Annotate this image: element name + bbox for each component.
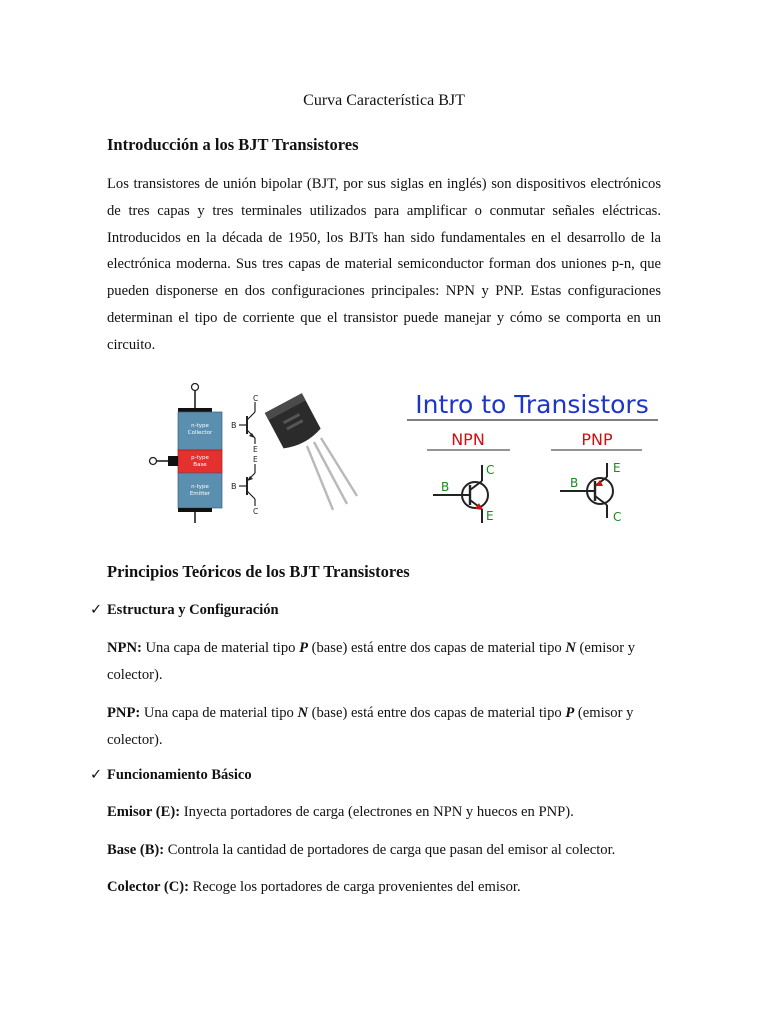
npn-text: (base) está entre dos capas de material tipo <box>308 640 566 656</box>
section-heading-intro: Introducción a los BJT Transistores <box>107 135 359 154</box>
pnp-p-letter: P <box>565 705 575 721</box>
svg-text:Collector: Collector <box>187 430 213 436</box>
base-text: Controla la cantidad de portadores de carga que pasan del emisor al colector. <box>164 842 616 858</box>
npn-label: NPN: <box>107 640 142 656</box>
svg-text:B: B <box>231 421 237 430</box>
base-description <box>107 837 663 864</box>
svg-text:n-type: n-type <box>191 484 209 490</box>
svg-text:C: C <box>253 394 259 403</box>
svg-text:C: C <box>253 507 259 516</box>
svg-text:E: E <box>253 445 258 454</box>
base-label: Base (B): <box>107 842 165 858</box>
pnp-description <box>107 700 663 754</box>
svg-text:E: E <box>486 509 494 523</box>
svg-text:Base: Base <box>193 462 207 468</box>
svg-text:C: C <box>486 463 495 477</box>
npn-description <box>107 635 663 689</box>
npn-n-letter: N <box>565 640 576 656</box>
pnp-label: PNP: <box>107 705 141 721</box>
document-title: Curva Característica BJT <box>303 92 465 109</box>
intro-paragraph: Los transistores de unión bipolar (BJT, por sus siglas en inglés) son dispositivos electrónicos de tres capas y tres terminales utilizados para amplificar o conmutar señales eléctricas. Introducidos en la década de 1950, los BJTs han sido fundamentales en el desarrollo de la electrónica moderna. Sus tres capas de material semiconductor forman dos uniones p-n, que pueden disponerse en dos configuraciones principales: NPN y PNP. Estas configuraciones determinan el tipo de corriente que el transistor puede manejar y cómo se comporta en un circuito. <box>107 176 661 353</box>
svg-text:Intro to Transistors: Intro to Transistors <box>415 390 649 419</box>
svg-text:E: E <box>253 455 258 464</box>
section-heading-principles: Principios Teóricos de los BJT Transistores <box>107 562 410 581</box>
checklist-label: Estructura y Configuración <box>107 602 279 618</box>
pnp-text: (base) está entre dos capas de material tipo <box>308 705 566 721</box>
svg-text:p-type: p-type <box>191 455 209 461</box>
checklist-item-operation <box>90 767 252 784</box>
svg-text:B: B <box>570 476 579 490</box>
colector-text: Recoge los portadores de carga provenientes del emisor. <box>188 879 521 895</box>
npn-text: Una capa de material tipo <box>141 640 300 656</box>
svg-text:C: C <box>613 510 622 524</box>
npn-pnp-symbols-figure <box>405 383 660 528</box>
svg-text:Emitter: Emitter <box>189 491 211 497</box>
pnp-text: (emisor y colector). <box>107 705 634 748</box>
svg-text:n-type: n-type <box>191 423 209 429</box>
checkmark-icon: ✓ <box>90 767 103 783</box>
svg-text:B: B <box>231 482 237 491</box>
pnp-n-letter: N <box>297 705 308 721</box>
npn-text: (emisor y colector). <box>107 640 636 683</box>
checklist-label: Funcionamiento Básico <box>107 767 252 783</box>
npn-p-letter: P <box>299 640 308 656</box>
checkmark-icon: ✓ <box>90 602 103 618</box>
pnp-text: Una capa de material tipo <box>140 705 298 721</box>
bjt-structure-figure <box>145 378 360 528</box>
svg-text:B: B <box>441 480 450 494</box>
svg-text:E: E <box>613 461 621 475</box>
colector-description <box>107 874 663 901</box>
checklist-item-structure <box>90 602 279 619</box>
svg-text:NPN: NPN <box>451 430 485 449</box>
emisor-label: Emisor (E): <box>107 804 181 820</box>
svg-text:PNP: PNP <box>581 430 613 449</box>
emisor-description <box>107 799 663 826</box>
colector-label: Colector (C): <box>107 879 189 895</box>
emisor-text: Inyecta portadores de carga (electrones en NPN y huecos en PNP). <box>180 804 574 820</box>
